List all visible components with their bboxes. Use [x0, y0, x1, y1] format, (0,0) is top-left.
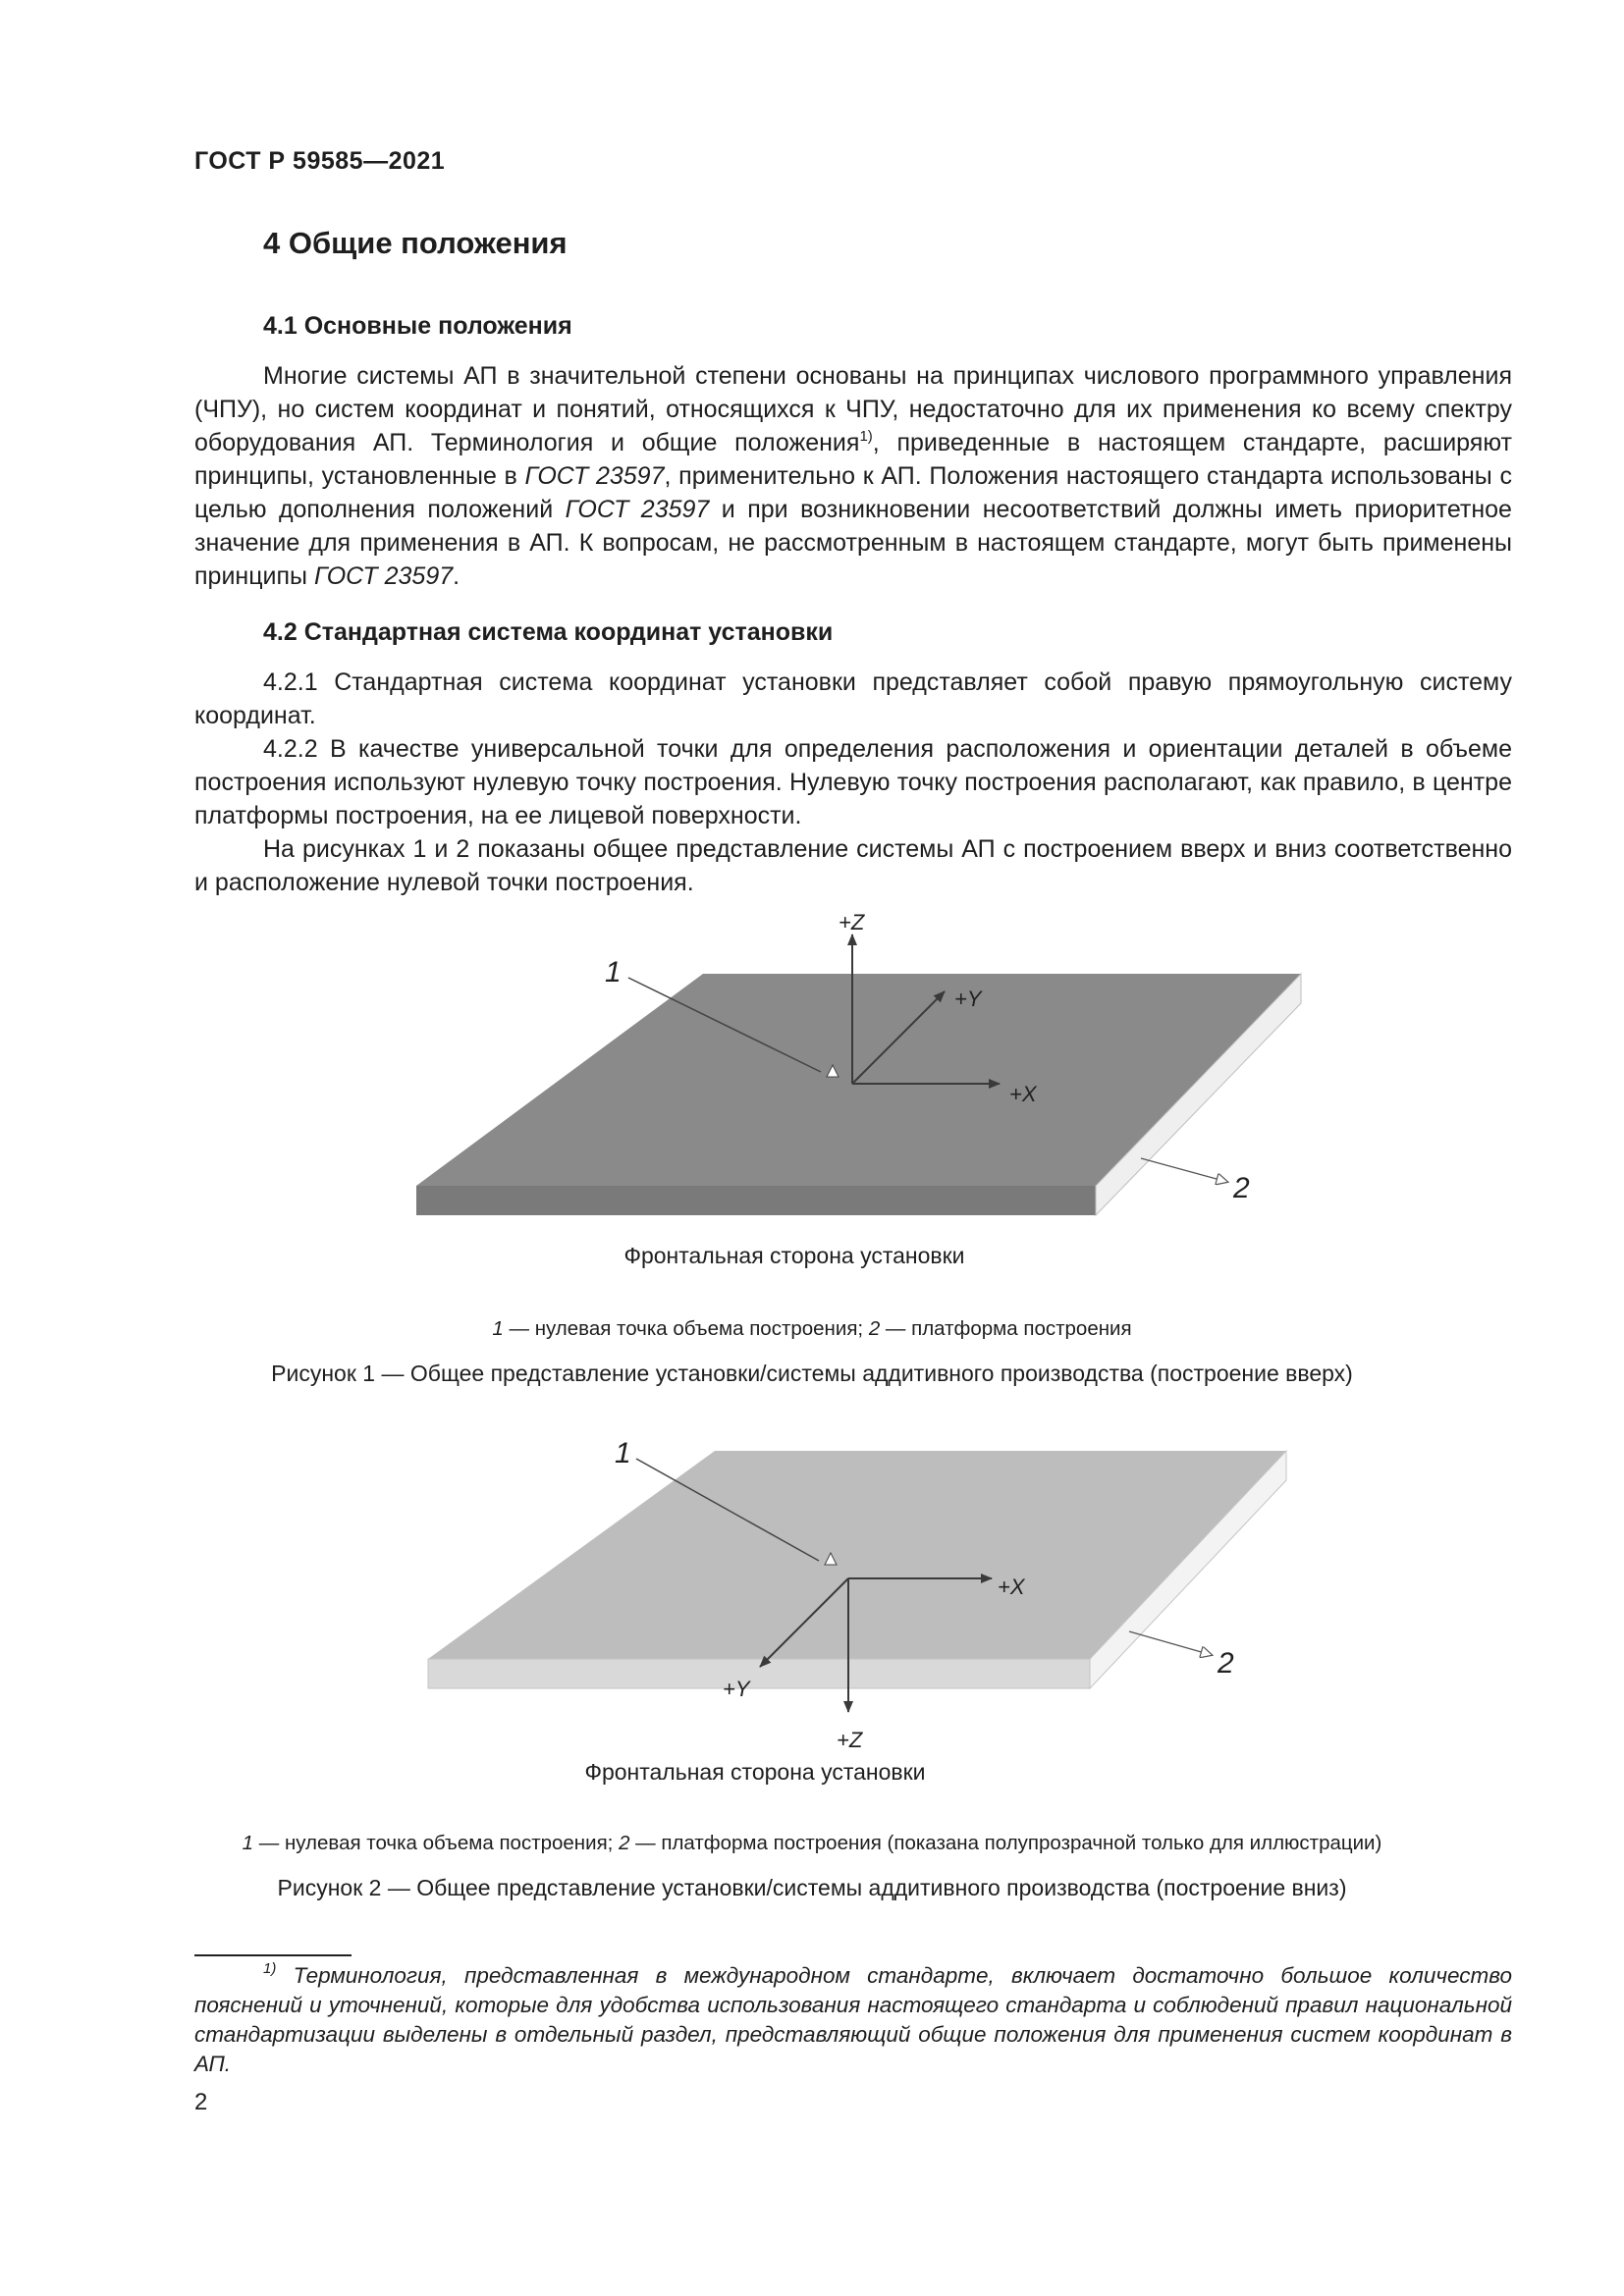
paragraph-4-2-2: 4.2.2 В качестве универсальной точки для определения расположения и ориентации деталей в объеме построения используют нулевую точку построения. Нулевую точку построения располагают, как правило, в центре платформы построения, на ее лицевой поверхности. [194, 735, 1512, 829]
figure-2-caption: Рисунок 2 — Общее представление установки/системы аддитивного производства (построение вниз) [277, 1875, 1347, 1900]
p1-text-c: , применительно к АП. Положения настоящего стандарта использованы с целью дополнения положений [194, 462, 1512, 523]
label-1: 1 [605, 956, 622, 988]
standard-ref: ГОСТ 23597 [313, 562, 454, 590]
standard-ref: ГОСТ 23597 [565, 496, 710, 523]
standard-ref: ГОСТ 23597 [524, 462, 665, 490]
footnote-divider [194, 1954, 352, 1956]
label-1: 1 [615, 1437, 631, 1469]
legend-number: 1 [242, 1832, 254, 1854]
section-4-title: 4 Общие положения [263, 226, 568, 260]
label-2: 2 [1218, 1647, 1234, 1680]
platform-top [428, 1451, 1286, 1659]
figure-2-legend [0, 1832, 1624, 1855]
leader-line-2 [1129, 1631, 1212, 1655]
footnote-text: Терминология, представленная в международном стандарте, включает достаточно большое количество пояснений и уточнений, которые для удобства использования настоящего стандарта и соблюдений правил национальной стандартизации выделены в отдельный раздел, представляющий общие положения для применения систем координат в АП. [194, 1963, 1512, 2076]
axis-z-label: +Z [837, 1728, 863, 1752]
legend-text: — платформа построения (показана полупрозрачной только для иллюстрации) [629, 1832, 1382, 1854]
p1-text-a: Многие системы АП в значительной степени основаны на принципах числового программного управления (ЧПУ), но систем координат и понятий, относящихся к ЧПУ, недостаточно для их применения ко всему спектру оборудования АП. Терминология и общие положения [194, 362, 1512, 456]
axis-x-label: +X [998, 1575, 1025, 1599]
p1-text-e: . [453, 562, 460, 590]
document-id: ГОСТ Р 59585—2021 [194, 147, 446, 175]
paragraph-figures-intro: На рисунках 1 и 2 показаны общее представление системы АП с построением вверх и вниз соответственно и расположение нулевой точки построения. [194, 835, 1512, 896]
legend-text: — нулевая точка объема построения; [503, 1317, 869, 1340]
section-4-1-title: 4.1 Основные положения [263, 312, 572, 340]
axis-z-label: +Z [839, 910, 865, 934]
section-4-2-title: 4.2 Стандартная система координат установки [263, 618, 834, 646]
page-number: 2 [194, 2089, 208, 2115]
platform-front [428, 1659, 1090, 1688]
label-2: 2 [1233, 1172, 1250, 1204]
legend-number: 2 [619, 1832, 630, 1854]
footnote [194, 1961, 1512, 2079]
figure-1-front-label: Фронтальная сторона установки [623, 1243, 965, 1268]
legend-number: 2 [868, 1317, 881, 1340]
figure-1-caption: Рисунок 1 — Общее представление установки/системы аддитивного производства (построение вверх) [271, 1361, 1353, 1386]
p1-text-d: и при возникновении несоответствий должны иметь приоритетное значение для применения в АП. К вопросам, не рассмотренным в настоящем стандарте, могут быть применены принципы [194, 496, 1512, 590]
axis-y-label: +Y [954, 987, 982, 1011]
p1-text-b: , приведенные в настоящем стандарте, расширяют принципы, установленные в [194, 429, 1512, 490]
paragraph-4-2-1: 4.2.1 Стандартная система координат установки представляет собой правую прямоугольную систему координат. [194, 668, 1512, 729]
legend-text: — платформа построения [880, 1317, 1132, 1340]
legend-number: 1 [492, 1317, 504, 1340]
axis-x-label: +X [1009, 1082, 1037, 1106]
footnote-ref[interactable]: 1) [859, 428, 873, 445]
figure-2-front-label: Фронтальная сторона установки [584, 1759, 926, 1785]
footnote-mark: 1) [263, 1960, 277, 1977]
legend-text: — нулевая точка объема построения; [253, 1832, 620, 1854]
axis-y-label: +Y [723, 1677, 750, 1701]
